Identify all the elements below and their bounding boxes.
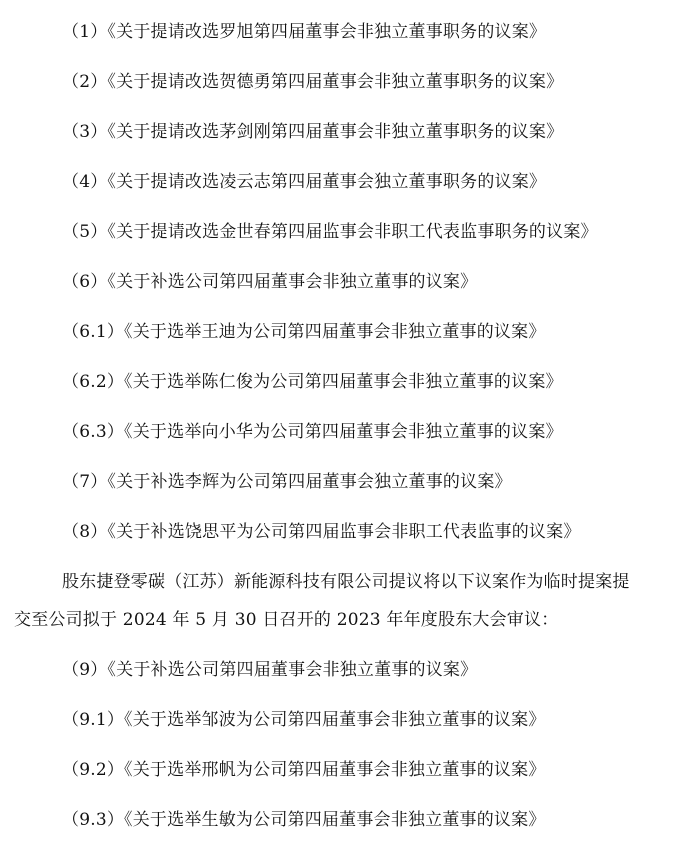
proposal-item-6-1: （6.1）《关于选举王迪为公司第四届董事会非独立董事的议案》	[62, 322, 546, 342]
proposal-item-6-3: （6.3）《关于选举向小华为公司第四届董事会非独立董事的议案》	[62, 422, 563, 442]
proposal-item-6-2: （6.2）《关于选举陈仁俊为公司第四届董事会非独立董事的议案》	[62, 372, 563, 392]
proposal-item-3: （3）《关于提请改选茅剑刚第四届董事会非独立董事职务的议案》	[62, 122, 564, 142]
proposal-item-7: （7）《关于补选李辉为公司第四届董事会独立董事的议案》	[62, 472, 512, 492]
proposal-item-6: （6）《关于补选公司第四届董事会非独立董事的议案》	[62, 272, 478, 292]
proposal-item-9-3: （9.3）《关于选举生敏为公司第四届董事会非独立董事的议案》	[62, 810, 546, 830]
proposal-item-5: （5）《关于提请改选金世春第四届监事会非职工代表监事职务的议案》	[62, 222, 598, 242]
proposal-item-1: （1）《关于提请改选罗旭第四届董事会非独立董事职务的议案》	[62, 22, 547, 42]
proposal-item-9-1: （9.1）《关于选举邹波为公司第四届董事会非独立董事的议案》	[62, 710, 546, 730]
paragraph-line-1: 股东捷登零碳（江苏）新能源科技有限公司提议将以下议案作为临时提案提	[62, 572, 630, 592]
proposal-item-2: （2）《关于提请改选贺德勇第四届董事会非独立董事职务的议案》	[62, 72, 564, 92]
proposal-item-4: （4）《关于提请改选凌云志第四届董事会独立董事职务的议案》	[62, 172, 547, 192]
proposal-item-9-2: （9.2）《关于选举邢帆为公司第四届董事会非独立董事的议案》	[62, 760, 546, 780]
proposal-item-9: （9）《关于补选公司第四届董事会非独立董事的议案》	[62, 660, 478, 680]
paragraph-line-2: 交至公司拟于 2024 年 5 月 30 日召开的 2023 年年度股东大会审议：	[14, 610, 559, 630]
proposal-item-8: （8）《关于补选饶思平为公司第四届监事会非职工代表监事的议案》	[62, 522, 581, 542]
